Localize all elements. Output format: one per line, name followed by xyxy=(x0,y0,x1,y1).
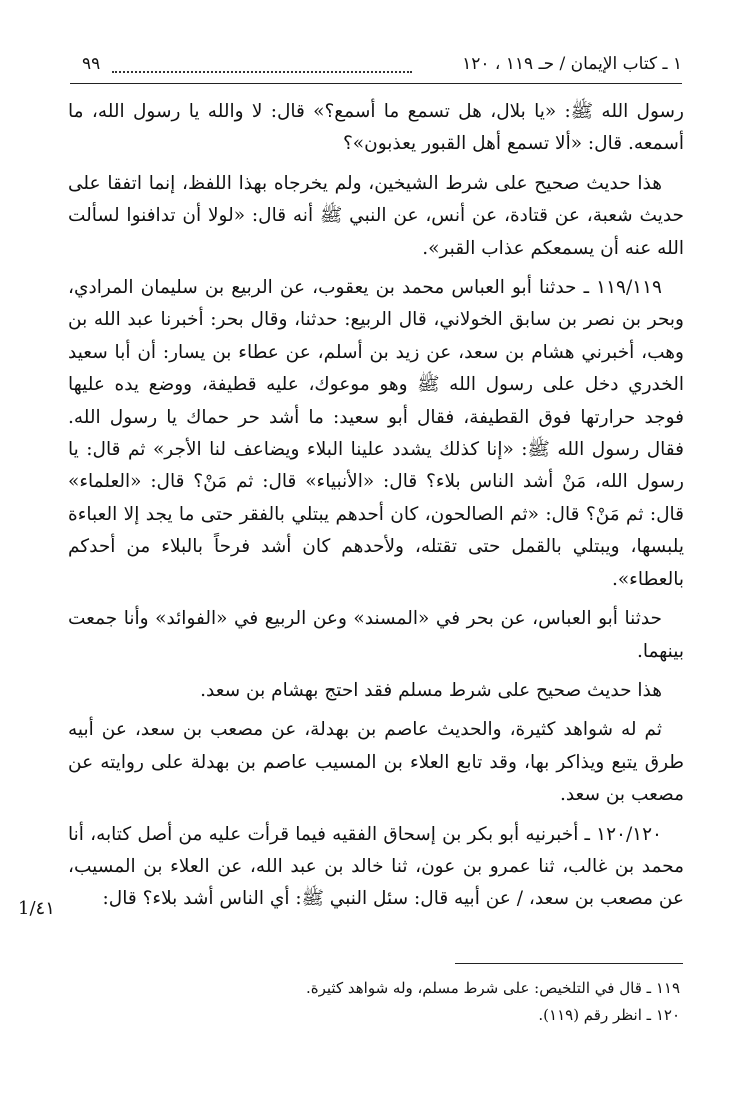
footnote-119: ١١٩ ـ قال في التلخيص: على شرط مسلم، وله شواهد كثيرة. xyxy=(306,979,680,997)
page-number: ٩٩ xyxy=(82,54,101,74)
footnote-120: ١٢٠ ـ انظر رقم (١١٩). xyxy=(538,1006,680,1024)
page-header xyxy=(70,50,682,84)
paragraph: هذا حديث صحيح على شرط مسلم فقد احتج بهشام بن سعد. xyxy=(200,679,662,701)
paragraph: رسول الله ﷺ: «يا بلال، هل تسمع ما أسمع؟» قال: لا والله يا رسول الله، ما أسمعه. قال: «ألا تسمع أهل القبور يعذبون»؟ xyxy=(68,101,684,155)
hadith-120: ١٢٠/١٢٠ ـ أخبرنيه أبو بكر بن إسحاق الفقيه فيما قرأت عليه من أصل كتابه، أنا محمد بن غالب، ثنا عمرو بن عون، ثنا خالد بن عبد الله، عن العلاء بن المسيب، عن مصعب بن سعد، / عن أبيه قال: سئل النبي ﷺ: أي الناس أشد بلاء؟ قال: xyxy=(68,823,684,910)
paragraph: هذا حديث صحيح على شرط الشيخين، ولم يخرجاه بهذا اللفظ، إنما اتفقا على حديث شعبة، عن قتادة، عن أنس، عن النبي ﷺ أنه قال: «لولا أن تدافنوا لسألت الله عنه أن يسمعكم عذاب القبر». xyxy=(68,172,684,259)
manuscript-folio-note: 1/٤١ xyxy=(18,898,55,919)
header-rule xyxy=(70,83,682,84)
paragraph: حدثنا أبو العباس، عن بحر في «المسند» وعن الربيع في «الفوائد» وأنا جمعت بينهما. xyxy=(68,608,684,662)
main-text xyxy=(68,96,684,923)
header-leader-dots xyxy=(112,71,412,73)
running-title: ١ ـ كتاب الإيمان / حـ ١١٩ ، ١٢٠ xyxy=(462,54,682,74)
footnotes xyxy=(68,975,680,1029)
hadith-119: ١١٩/١١٩ ـ حدثنا أبو العباس محمد بن يعقوب، عن الربيع بن سليمان المرادي، وبحر بن نصر بن سابق الخولاني، قال الربيع: حدثنا، وقال بحر: أخبرنا عبد الله بن وهب، أخبرني هشام بن سعد، عن زيد بن أسلم، عن عطاء بن يسار: أن أبا سعيد الخدري دخل على رسول الله ﷺ وهو موعوك، عليه قطيفة، ووضع يده عليها فوجد حرارتها فوق القطيفة، فقال أبو سعيد: ما أشد حر حماك يا رسول الله. فقال رسول الله ﷺ: «إنا كذلك يشدد علينا البلاء ويضاعف لنا الأجر» ثم قال: يا رسول الله، مَنْ أشد الناس بلاء؟ قال: «الأنبياء» قال: ثم مَنْ؟ قال: «العلماء» قال: ثم مَنْ؟ قال: «ثم الصالحون، كان أحدهم يبتلي بالفقر حتى ما يجد إلا العباءة يلبسها، ويبتلي بالقمل حتى تقتله، ولأحدهم كان أشد فرحاً بالبلاء من أحدكم بالعطاء». xyxy=(68,277,684,590)
paragraph: ثم له شواهد كثيرة، والحديث عاصم بن بهدلة، عن مصعب بن سعد، عن أبيه طرق يتبع ويذاكر بها، وقد تابع العلاء بن المسيب عاصم بن بهدلة على روايته عن مصعب بن سعد. xyxy=(68,719,684,806)
footnote-rule xyxy=(455,963,683,964)
